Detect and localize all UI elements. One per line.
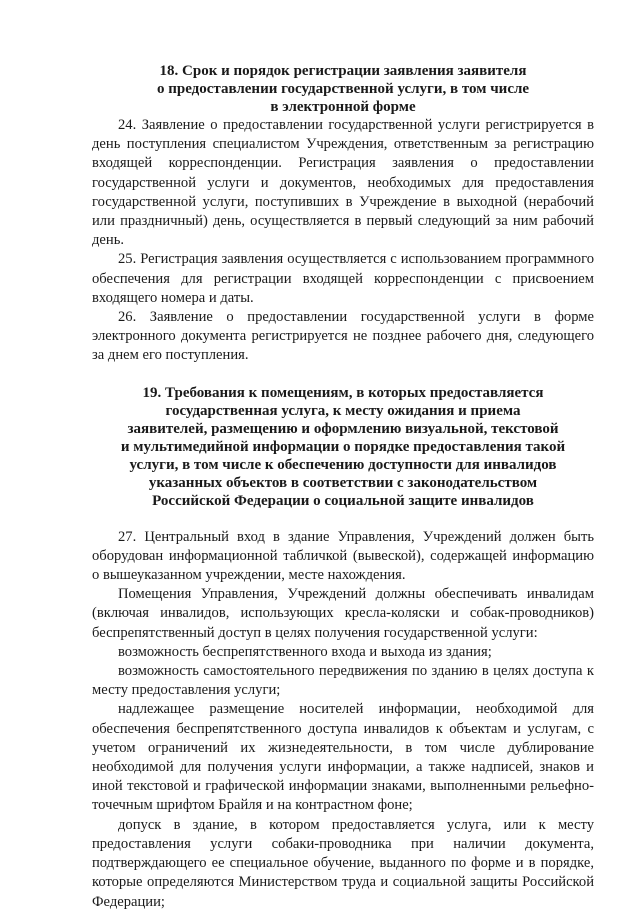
paragraph-25: 25. Регистрация заявления осуществляется с использованием программного обеспечения для регистрации входящей корреспонденции с присвоением входящего номера и даты. [92,251,594,306]
heading-line: о предоставлении государственной услуги, в том числе [156,81,530,97]
paragraph-movement: возможность самостоятельного передвижения по зданию в целях доступа к месту предоставления услуги; [92,663,594,699]
heading-line: и мультимедийной информации о порядке предоставления такой [120,438,566,455]
heading-line: указанных объектов в соответствии с законодательством [148,474,538,491]
paragraph-premises: Помещения Управления, Учреждений должны обеспечивать инвалидам (включая инвалидов, использующих кресла-коляски и собак-проводников) беспрепятственный доступ в целях получения государственной услуги: [92,586,594,641]
paragraph-27: 27. Центральный вход в здание Управления, Учреждений должен быть оборудован информационной табличкой (вывеской), содержащей информацию о вышеуказанном учреждении, месте нахождения. [92,528,594,584]
paragraph-26: 26. Заявление о предоставлении государственной услуги в форме электронного документа регистрируется не позднее рабочего дня, следующего за днем его поступления. [92,309,594,364]
paragraph-24: 24. Заявление о предоставлении государственной услуги регистрируется в день поступления специалистом Учреждения, ответственным за регистрацию входящей корреспонденции. Регистрация заявления о предоставлении государственной услуги и документов, необходимых для предоставления государственной услуги, поступивших в Учреждение в выходной (нерабочий или праздничный) день, осуществляется в первый следующий за ним рабочий день. [92,117,594,249]
paragraph-guide-dog: допуск в здание, в котором предоставляется услуга, или к месту предоставления услуги собаки-проводника при наличии документа, подтверждающего ее специальное обучение, выданного по форме и в порядке, которые определяются Министерством труда и социальной защиты Российской Федерации; [92,816,594,910]
section-19-heading [92,384,594,510]
heading-line: государственная услуга, к месту ожидания и приема [165,402,521,419]
section-spacer [92,366,594,384]
heading-line: заявителей, размещению и оформлению визуальной, текстовой [127,420,559,437]
heading-line: 19. Требования к помещениям, в которых предоставляется [142,384,544,401]
paragraph-entry-exit: возможность беспрепятственного входа и выхода из здания; [118,643,492,660]
heading-line: в электронной форме [270,99,416,115]
document-page [92,62,594,912]
section-spacer [92,510,594,528]
heading-line: услуги, в том числе к обеспечению доступности для инвалидов [129,456,557,473]
heading-line: Российской Федерации о социальной защите инвалидов [152,492,534,509]
paragraph-information: надлежащее размещение носителей информации, необходимой для обеспечения беспрепятственного доступа инвалидов к объектам и услугам, с учетом ограничений их жизнедеятельности, в том числе дублирование необходимой для получения услуги информации, а также надписей, знаков и иной текстовой и графической информации знаками, выполненными рельефно-точечным шрифтом Брайля и на контрастном фоне; [92,701,594,814]
section-18-heading [92,62,594,116]
heading-line: 18. Срок и порядок регистрации заявления заявителя [159,63,527,79]
